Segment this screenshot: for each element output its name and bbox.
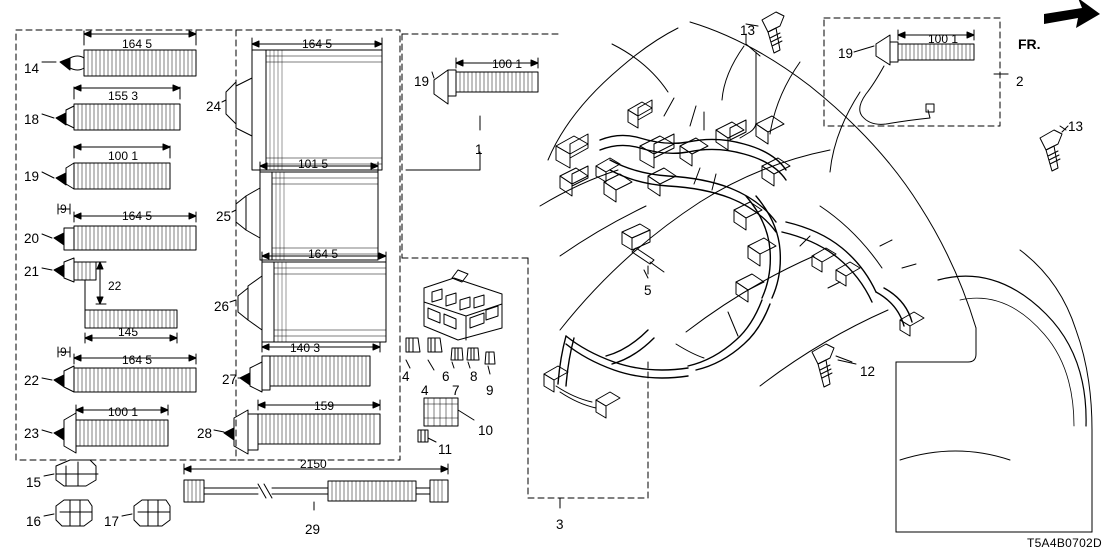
callout-24: 24 (206, 99, 222, 114)
callout-19: 19 (24, 169, 40, 184)
callout-6: 6 (442, 369, 450, 384)
callout-5: 5 (644, 283, 652, 298)
callout-26: 26 (214, 299, 230, 314)
dimension-label: 9 (60, 345, 67, 359)
dimension-label: 164 5 (302, 37, 333, 51)
callout-17: 17 (104, 514, 120, 529)
dimension-label: 164 5 (122, 209, 153, 223)
dimension-label: 100 1 (108, 149, 139, 163)
callout-14: 14 (24, 61, 40, 76)
callout-8: 8 (470, 369, 478, 384)
dimension-label: 22 (108, 279, 122, 293)
callout-20: 20 (24, 231, 40, 246)
dimension-label: 155 3 (108, 89, 139, 103)
orientation-label: FR. (1018, 36, 1041, 52)
callout-21: 21 (24, 264, 40, 279)
callout-11: 11 (438, 442, 453, 457)
callout-19: 19 (838, 46, 854, 61)
dimension-label: 145 (118, 325, 139, 339)
callout-28: 28 (197, 426, 213, 441)
callout-4: 4 (421, 383, 429, 398)
dimension-label: 100 1 (108, 405, 139, 419)
callout-27: 27 (222, 372, 238, 387)
callout-22: 22 (24, 373, 40, 388)
dimension-label: 100 1 (492, 57, 523, 71)
dimension-label: 164 5 (308, 247, 339, 261)
callout-12: 12 (860, 364, 876, 379)
callout-13: 13 (1068, 119, 1084, 134)
dimension-label: 159 (314, 399, 335, 413)
callout-13: 13 (740, 23, 756, 38)
callout-18: 18 (24, 112, 40, 127)
dimension-label: 101 5 (298, 157, 329, 171)
dimension-label: 2150 (300, 457, 327, 471)
callout-4: 4 (402, 369, 410, 384)
callout-3: 3 (556, 517, 564, 532)
callout-29: 29 (305, 522, 321, 537)
dimension-label: 164 5 (122, 353, 153, 367)
callout-10: 10 (478, 423, 494, 438)
dimension-label: 9 (60, 202, 67, 216)
dimension-label: 140 3 (290, 341, 321, 355)
callout-25: 25 (216, 209, 232, 224)
callout-2: 2 (1016, 74, 1024, 89)
callout-1: 1 (475, 142, 483, 157)
callout-15: 15 (26, 475, 42, 490)
callout-16: 16 (26, 514, 42, 529)
callout-7: 7 (452, 383, 460, 398)
callout-9: 9 (486, 383, 494, 398)
callout-19: 19 (414, 74, 430, 89)
callout-23: 23 (24, 426, 40, 441)
dimension-label: 100 1 (928, 32, 959, 46)
dimension-label: 164 5 (122, 37, 153, 51)
drawing-part-number: T5A4B0702D (1026, 536, 1102, 550)
